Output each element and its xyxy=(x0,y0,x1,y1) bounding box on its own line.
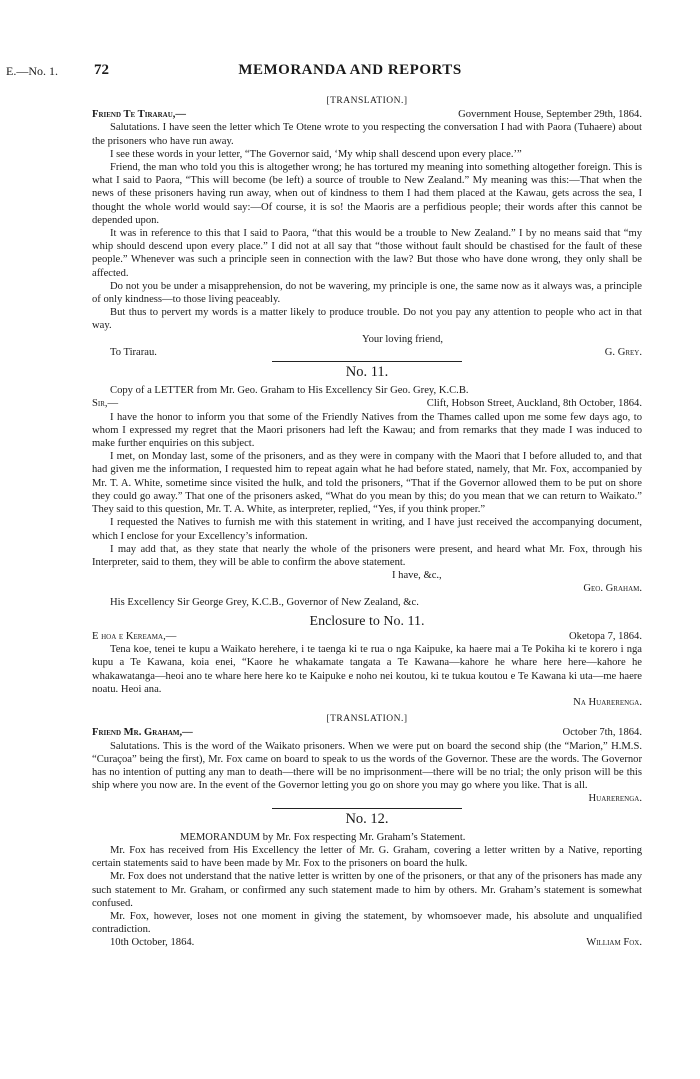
section-no-12 xyxy=(92,810,642,950)
section-intro: MEMORANDUM by Mr. Fox respecting Mr. Graham’s Statement. xyxy=(180,831,466,843)
section-divider xyxy=(272,808,462,809)
document-reference: E.—No. 1. xyxy=(6,64,58,78)
letter-salutation: Friend Te Tirarau,— xyxy=(92,109,186,121)
letter-signature: Na Huarerenga. xyxy=(573,696,642,708)
letter-paragraph: I may add that, as they state that nearly the whole of the prisoners were present, and heard what Mr. Fox, through his Interpreter, said to them, they will be able to confirm the above statement. xyxy=(92,543,642,568)
letter-paragraph: Tena koe, tenei te kupu a Waikato herehere, i te taenga ki te rua o nga Kaipuke, ka haere mai a Te Pokiha ki te korero i nga kupu a Te Kawana, koia enei, “Kaore he whakamate tangata a Te Kawana—kahore he whare here here—kahore he whakawatanga—heoi ano te whare here here ko te Kaipuke e noho nei koutou, ki te tukua koutou e Te Kawana ki uta—me haere noatu. Heoi ana. xyxy=(92,644,642,695)
translation-label: [TRANSLATION.] xyxy=(326,714,408,725)
letter-paragraph: I have the honor to inform you that some of the Friendly Natives from the Thames called upon me some few days ago, to whom I expressed my regret that the Maori prisoners had left the Kawau; and from remarks that they made I was induced to make further enquiries on this subject. xyxy=(92,411,642,450)
translation-label: [TRANSLATION.] xyxy=(326,96,408,106)
letter-signature: G. Grey. xyxy=(604,346,642,358)
section-intro: Copy of a LETTER from Mr. Geo. Graham to His Excellency Sir Geo. Grey, K.C.B. xyxy=(110,385,469,397)
letter-date: Oketopa 7, 1864. xyxy=(569,630,642,642)
section-no-11 xyxy=(92,366,642,609)
letter-signature: Geo. Graham. xyxy=(583,583,642,595)
section-enclosure-11 xyxy=(92,615,642,709)
letter-place-date: Clift, Hobson Street, Auckland, 8th October, 1864. xyxy=(426,398,642,410)
letter-addressee: His Excellency Sir George Grey, K.C.B., Governor of New Zealand, &c. xyxy=(110,596,419,608)
letter-salutation: E hoa e Kereama,— xyxy=(92,630,177,642)
section-heading: Enclosure to No. 11. xyxy=(309,613,425,629)
section-heading: No. 11. xyxy=(345,364,389,381)
letter-salutation: Friend Mr. Graham,— xyxy=(92,727,193,739)
page-number: 72 xyxy=(94,62,109,78)
letter-paragraph: It was in reference to this that I said to Paora, “that this would be a trouble to New Zealand.” I by no means said that “my whip should descend upon every place.” I did not at all say that “those without fault should be chastised for the fault of these people.” Whenever was such a principle seen in connection with the law? But those who have done wrong, they only shall be affected. xyxy=(92,228,642,279)
letter-closing: I have, &c., xyxy=(392,570,442,582)
letter-paragraph: Salutations. I have seen the letter which Te Otene wrote to you respecting the conversation I had with Paora (Tuhaere) about the prisoners who have run away. xyxy=(92,122,642,147)
letter-paragraph: Do not you be under a misapprehension, do not be wavering, my principle is one, the same now as it always was, a principle of only kindness—to those living peaceably. xyxy=(92,280,642,306)
letter-paragraph: Salutations. This is the word of the Waikato prisoners. When we were put on board the second ship (the “Marion,” H.M.S. “Curaçoa” being the first), Mr. Fox came on board to speak to us the words of the Governor. These are the words. The Governor has no intention of putting any man to death—there will be no imprisonment—there will be no trial; the only prison will be this ship where you now are. In the event of the Governor letting you go on shore you may go where you like. That is all. xyxy=(92,740,642,792)
letter-paragraph: I met, on Monday last, some of the prisoners, and as they were in company with the Maori that I before alluded to, and that had given me the information, I requested him to repeat again what he had before stated, namely, that Mr. Fox, accompanied by Mr. T. A. White, sometime since visited the hulk, and told the prisoners, “That if the Governor allowed them to be put on shore they could go away.” That one of the prisoners asked, “What do you mean by this; do you mean that we can return to Waikato.” They said to this question, Mr. T. A. White, as interpreter, replied, “Yes, if you think proper.” xyxy=(92,451,642,516)
memo-signature: William Fox. xyxy=(586,937,642,949)
memo-date: 10th October, 1864. xyxy=(110,937,195,949)
section-translation xyxy=(92,713,642,805)
memo-paragraph: Mr. Fox has received from His Excellency the letter of Mr. G. Graham, covering a letter written by a Native, reporting certain statements said to have been made by Mr. Fox to the prisoners on board the hulk. xyxy=(92,844,642,870)
section-heading: No. 12. xyxy=(345,810,389,827)
memo-paragraph: Mr. Fox does not understand that the native letter is written by one of the prisoners, or that any of the prisoners has made any such statement to Mr. Graham, or confirmed any such statement made to him by others. Mr. Graham’s statement is somewhat confused. xyxy=(92,871,642,909)
letter-recipient: To Tirarau. xyxy=(110,346,157,358)
page-title: MEMORANDA AND REPORTS xyxy=(238,62,462,78)
letter-paragraph: I requested the Natives to furnish me with this statement in writing, and I have just received the accompanying document, which I enclose for your Excellency’s information. xyxy=(92,517,642,542)
letter-signature: Huarerenga. xyxy=(588,793,642,805)
letter-place-date: Government House, September 29th, 1864. xyxy=(458,109,642,121)
memo-paragraph: Mr. Fox, however, loses not one moment in giving the statement, by whomsoever made, his absolute and unqualified contradiction. xyxy=(92,910,642,936)
section-divider xyxy=(272,361,462,362)
letter-grey-to-tirarau xyxy=(92,95,642,359)
letter-closing: Your loving friend, xyxy=(362,333,444,345)
page-header xyxy=(0,62,700,82)
page-body xyxy=(92,95,642,950)
letter-paragraph: But thus to pervert my words is a matter likely to produce trouble. Do not you pay any attention to people who act in that way. xyxy=(92,307,642,332)
letter-paragraph: Friend, the man who told you this is altogether wrong; he has tortured my meaning into something altogether foreign. This is what I said to Paora, “This will become (be left) a source of trouble to New Zealand.” My meaning was this:—That when the news of these prisoners having run away, when out of kindness to them I had them placed at the Kawau, gets across the sea, I thought the whole world would say:—Of course, it is so! the Maoris are a perfidious people; their words after this cannot be depended upon. xyxy=(92,162,642,226)
letter-salutation: Sir,— xyxy=(92,398,119,410)
letter-date: October 7th, 1864. xyxy=(562,727,642,739)
letter-paragraph: I see these words in your letter, “The Governor said, ‘My whip shall descend upon every place.’” xyxy=(110,148,522,160)
